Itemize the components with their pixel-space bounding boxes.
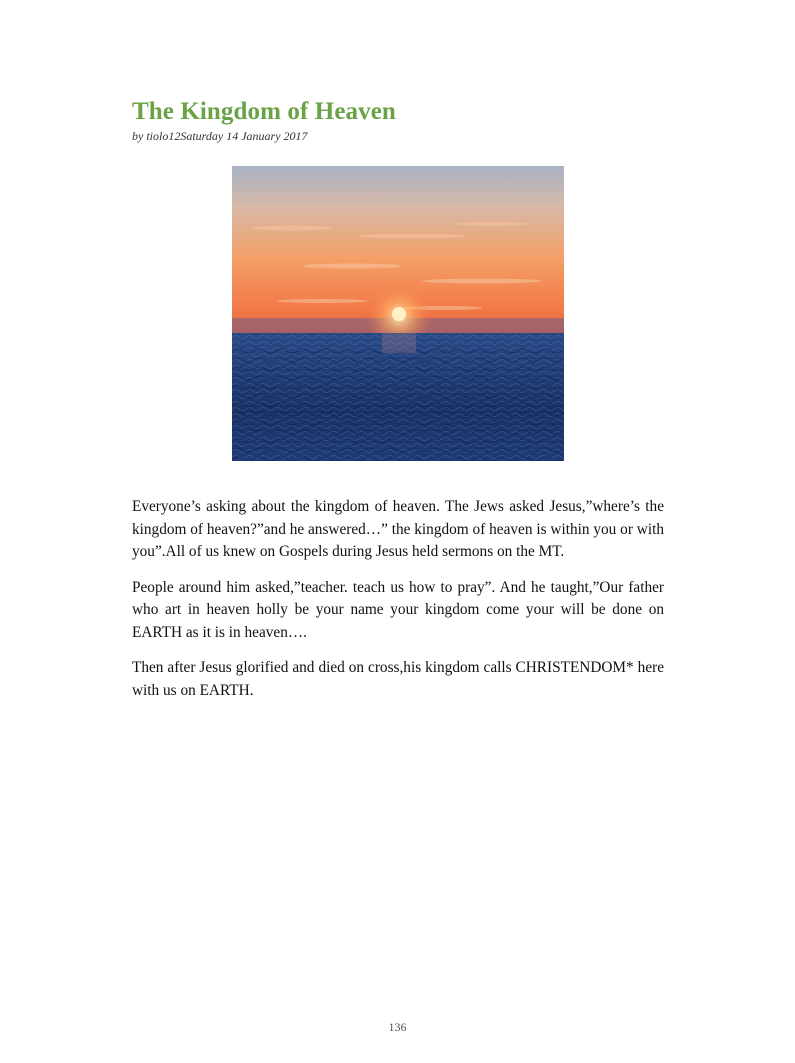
sunset-sea-photo — [232, 166, 564, 461]
article-byline: by tiolo12Saturday 14 January 2017 — [132, 129, 308, 143]
sun — [392, 307, 406, 321]
paragraph: People around him asked,”teacher. teach us how to pray”. And he taught,”Our father who art in heaven holly be your name your kingdom come your will be done on EARTH as it is in heaven…. — [132, 578, 664, 641]
paragraph: Everyone’s asking about the kingdom of heaven. The Jews asked Jesus,”where’s the kingdom of heaven?”and he answered…” the kingdom of heaven is within you or with you”.All of us knew on Gospels during Jesus held sermons on the MT. — [132, 498, 664, 560]
sea-waves — [232, 346, 564, 461]
page-number: 136 — [388, 1020, 407, 1034]
paragraph: Then after Jesus glorified and died on cross,his kingdom calls CHRISTENDOM* here with us on EARTH. — [132, 659, 664, 699]
sun-reflection — [382, 333, 416, 353]
article-title: The Kingdom of Heaven — [132, 98, 396, 125]
article-body — [132, 496, 664, 715]
